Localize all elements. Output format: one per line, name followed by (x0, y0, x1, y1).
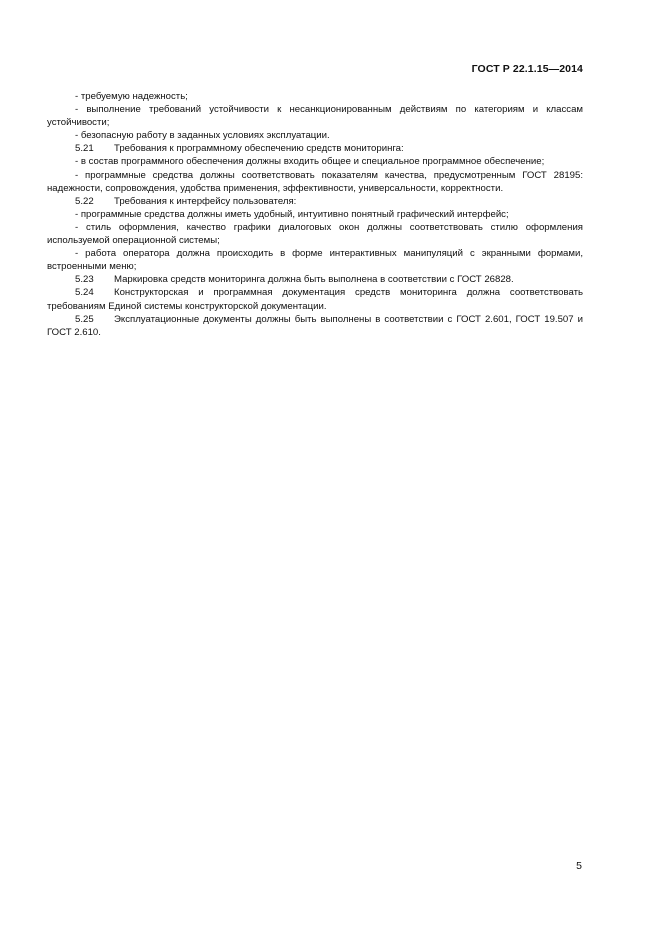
clause-text: Конструкторская и программная документация средств мониторинга должна соответствовать требованиям Единой системы конструкторской документации. (47, 287, 583, 312)
clause-5-23 (47, 273, 583, 286)
clause-5-21 (47, 142, 583, 155)
clause-text: Требования к интерфейсу пользователя: (114, 195, 297, 207)
clause-text: Эксплуатационные документы должны быть выполнены в соответствии с ГОСТ 2.601, ГОСТ 19.507 и ГОСТ 2.610. (47, 313, 583, 338)
list-item: - в состав программного обеспечения должны входить общее и специальное программное обеспечение; (75, 156, 545, 168)
clause-text: Требования к программному обеспечению средств мониторинга: (114, 143, 404, 155)
clause-number: 5.25 (75, 313, 94, 325)
clause-number: 5.22 (75, 195, 94, 207)
clause-5-22 (47, 195, 583, 208)
clause-number: 5.21 (75, 143, 94, 155)
list-item: - требуемую надежность; (75, 91, 188, 102)
clause-number: 5.24 (75, 287, 94, 299)
clause-number: 5.23 (75, 274, 94, 286)
list-item: - безопасную работу в заданных условиях эксплуатации. (75, 130, 330, 142)
list-item: - стиль оформления, качество графики диалоговых окон должны соответствовать стилю оформления используемой операционной системы; (47, 221, 583, 247)
list-item: - программные средства должны соответствовать показателям качества, предусмотренным ГОСТ 28195: надежности, сопровождения, удобства применения, эффективности, универсальности, корректности. (47, 169, 583, 194)
page-number: 5 (576, 860, 582, 872)
list-item: - программные средства должны иметь удобный, интуитивно понятный графический интерфейс; (75, 208, 509, 220)
clause-text: Маркировка средств мониторинга должна быть выполнена в соответствии с ГОСТ 26828. (114, 274, 514, 286)
document-header-standard-code: ГОСТ Р 22.1.15—2014 (471, 63, 583, 75)
list-item: - выполнение требований устойчивости к несанкционированным действиям по категориям и классам устойчивости; (47, 104, 583, 129)
clause-5-25 (47, 313, 583, 339)
list-item: - работа оператора должна происходить в форме интерактивных манипуляций с экранными формами, встроенными меню; (47, 248, 583, 273)
document-body (47, 90, 583, 339)
clause-5-24 (47, 286, 583, 312)
